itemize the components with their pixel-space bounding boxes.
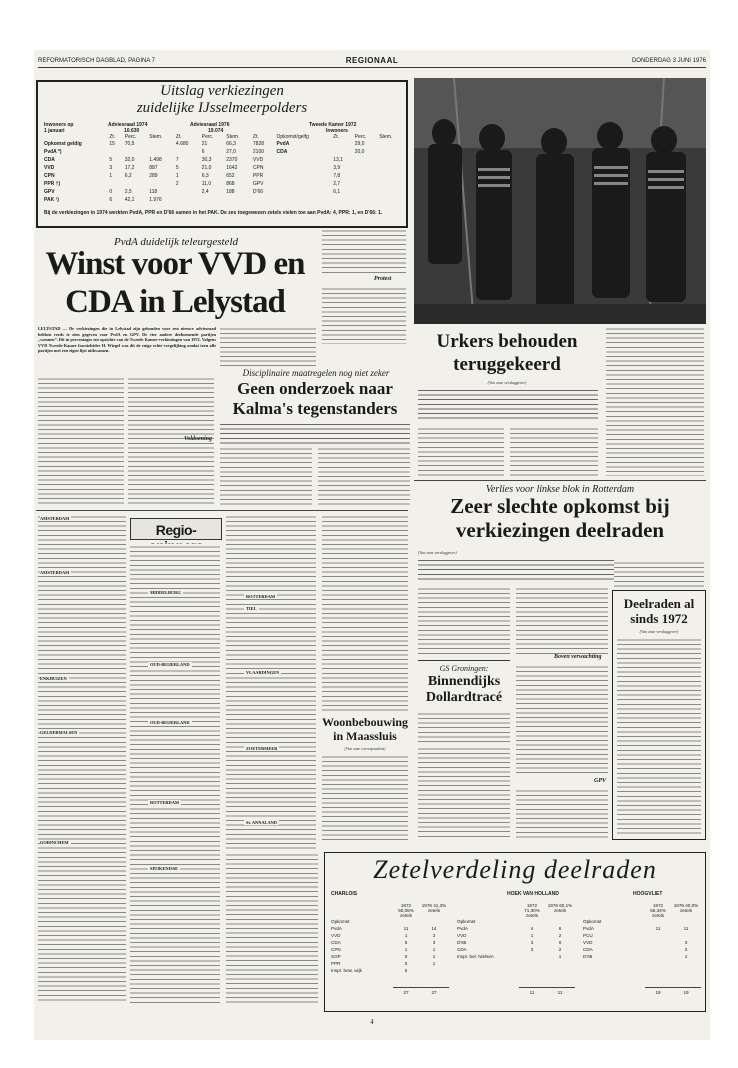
results-cell: 2,4 <box>201 189 209 195</box>
groningen-headline-1: Binnendijks <box>427 674 501 689</box>
results-cell <box>353 196 378 204</box>
results-cell <box>275 164 332 172</box>
zetel-seats: 11 <box>403 926 409 931</box>
zetel-party: SGP <box>331 954 341 959</box>
kalma-headline-2: Kalma's tegenstanders <box>232 399 398 418</box>
results-cell: CDA <box>44 157 55 163</box>
results-cell: 30,3 <box>201 157 212 163</box>
results-cell <box>123 180 148 188</box>
zetel-party: D'66 <box>583 954 593 959</box>
results-cell <box>275 196 332 204</box>
col-label: Stem. <box>379 134 393 140</box>
results-cell: 70,5 <box>124 141 135 147</box>
rotterdam-headline-2: verkiezingen deelraden <box>455 518 665 542</box>
col-label: Zt. <box>252 134 259 140</box>
regio-title: Regio- <box>155 522 197 538</box>
col-label: Zt. <box>333 134 340 140</box>
newspaper-page <box>34 50 710 1040</box>
results-table <box>42 134 404 204</box>
results-cell <box>331 140 352 148</box>
results-cell <box>353 164 378 172</box>
zetel-seats: 1 <box>404 933 408 938</box>
results-title-1: Uitslag verkiezingen <box>160 83 284 99</box>
zetel-total: 27 <box>403 990 409 995</box>
rotterdam-top-rule <box>414 480 706 481</box>
zetel-total: 19 <box>655 990 661 995</box>
groningen-body <box>418 711 510 745</box>
lelystad-sub-voldoening: Voldoening <box>184 436 213 442</box>
masthead <box>38 56 706 68</box>
zetel-col-header: 1976 40,0% zetels <box>673 903 699 913</box>
results-cell <box>353 188 378 196</box>
col-label: Stem. <box>226 134 240 140</box>
results-cell: 2,7 <box>333 181 341 187</box>
zetel-party: CDA <box>457 947 467 952</box>
results-cell: CDA <box>276 149 288 155</box>
results-cell: 6 <box>201 149 205 155</box>
zetel-seats: 6 <box>558 926 562 931</box>
results-row <box>42 156 404 164</box>
zetel-party: D'66 <box>457 940 467 945</box>
zetel-group <box>457 891 577 1007</box>
col-label: Stem. <box>149 134 163 140</box>
results-cell: GPV <box>252 181 264 187</box>
zetel-col-header: 1972 50,05% zetels <box>398 903 414 918</box>
place-label: AMSTERDAM <box>40 516 70 521</box>
results-cell: CPN <box>252 165 264 171</box>
groningen-headline-2: Dollardtracé <box>425 690 503 705</box>
results-cell <box>251 196 275 204</box>
page-number: 4 <box>370 1018 374 1026</box>
snippers-place-label: TIEL <box>246 606 257 611</box>
results-cell: Opkomst geldig <box>44 141 82 147</box>
results-cell: 7,8 <box>333 173 341 179</box>
zetel-seats: 1 <box>684 954 688 959</box>
zetel-seats: 2 <box>558 933 562 938</box>
zetel-col-header: 1976 60,1% zetels <box>547 903 573 913</box>
masthead-section: REGIONAAL <box>345 56 399 65</box>
urk-body-col2 <box>510 426 598 476</box>
results-cell: 0 <box>109 189 113 195</box>
col-label: Perc. <box>124 134 137 140</box>
zetel-party: CDA <box>331 940 341 945</box>
place-label: GELDERMALSEN <box>40 730 78 735</box>
col-label: Perc. <box>354 134 367 140</box>
zetel-party: PvdA <box>457 926 468 931</box>
results-cell: PPR †) <box>44 181 61 187</box>
masthead-date: DONDERDAG 3 JUNI 1976 <box>631 58 706 64</box>
zetel-seats: 1 <box>558 954 562 959</box>
results-cell: VVD <box>44 165 55 171</box>
groningen-box <box>418 660 510 744</box>
zetel-seats: 5 <box>404 940 408 945</box>
results-cell: 887 <box>149 165 158 171</box>
zetel-party: Inspr. bew. wijk <box>331 968 362 973</box>
zetel-party: VVD <box>457 933 467 938</box>
lelystad-body-col1 <box>38 376 124 506</box>
deelraden-headline-2: sinds 1972 <box>630 611 688 626</box>
zetel-seats: 1 <box>432 961 436 966</box>
lelystad-body-col4 <box>322 228 406 274</box>
results-cell: D'66 <box>252 189 264 195</box>
urk-headline-1: Urkers behouden <box>436 331 578 352</box>
regio-title-box <box>130 518 222 540</box>
results-cell: 2,5 <box>124 189 132 195</box>
results-cell <box>147 140 174 148</box>
results-cell: 42,1 <box>124 197 135 203</box>
zetel-seats: 3 <box>684 940 688 945</box>
urk-photo-image <box>414 78 706 324</box>
results-cell: 1 <box>109 173 113 179</box>
zetel-seats: 3 <box>530 940 534 945</box>
results-cell: 27,0 <box>226 149 236 155</box>
header-1976: Adviesraad 1976 <box>190 122 230 128</box>
results-cell: 6,3 <box>201 173 209 179</box>
results-footnote: Bij de verkiezingen in 1974 werkten PvdA, PPR en D'66 samen in het PAK. De zes toegewezen zetels vielen toe aan PvdA: 4, PPR: 1, en D'66: 1. <box>44 210 383 216</box>
zetel-total: 11 <box>557 990 563 995</box>
zetel-party: PPR <box>331 961 341 966</box>
results-cell: 66,3 <box>226 141 236 147</box>
rotterdam-body-col1 <box>418 586 510 656</box>
kalma-body-col1 <box>220 446 312 506</box>
results-cell: 20,0 <box>354 149 365 155</box>
header-1972: Tweede Kamer 1972 <box>309 122 357 128</box>
lelystad-body-col5 <box>322 286 406 344</box>
results-cell: 4.680 <box>175 141 189 147</box>
urk-body-col1 <box>418 426 504 476</box>
lelystad-headline-2: CDA in Lelystad <box>65 284 285 320</box>
results-cell <box>123 148 148 156</box>
zetel-total-rule <box>645 987 701 988</box>
snippers-place-label: ROTTERDAM <box>150 800 180 805</box>
left-top-rule <box>36 510 408 511</box>
col-label: Opkomst/gelfg <box>276 134 309 140</box>
results-cell: 188 <box>226 189 235 195</box>
results-row <box>42 172 404 180</box>
rotterdam-body-col2 <box>516 586 608 654</box>
masthead-paper: REFORMATORISCH DAGBLAD, PAGINA 7 <box>38 58 156 64</box>
results-cell <box>275 172 332 180</box>
zetel-seats: 5 <box>404 968 408 973</box>
rotterdam-body-col3 <box>516 664 608 774</box>
deelraden-body <box>617 637 701 837</box>
zetel-seats: 1 <box>432 954 436 959</box>
snippers-place-label: ROTTERDAM <box>246 594 276 599</box>
deelraden-intro <box>614 560 704 588</box>
zetel-col-header: 1972 71,30% zetels <box>524 903 540 918</box>
results-row <box>42 148 404 156</box>
snippers-place-label: SPIJKENISSE <box>150 866 179 871</box>
zetel-party: PvdA <box>331 926 342 931</box>
results-cell: VVD <box>252 157 264 163</box>
results-cell: PAK ¹) <box>44 197 59 203</box>
results-cell: 1.498 <box>149 157 162 163</box>
urk-body-col3 <box>606 326 704 476</box>
results-cell <box>331 148 352 156</box>
results-cell <box>353 172 378 180</box>
kalma-headline-1: Geen onderzoek naar <box>237 379 393 398</box>
results-cell: 289 <box>149 173 158 179</box>
zetel-seats: 3 <box>432 933 436 938</box>
header-1974: Adviesraad 1974 <box>108 122 148 128</box>
results-cell: 11,0 <box>201 181 212 187</box>
zetel-group-name: CHARLOIS <box>331 891 358 897</box>
rotterdam-body-col4 <box>516 788 608 840</box>
zetel-col-header: 1972 56,34% zetels <box>650 903 666 918</box>
results-cell: 21 <box>201 141 208 147</box>
urk-headline-2: teruggekeerd <box>453 354 561 375</box>
col-label: Zt. <box>109 134 116 140</box>
results-cell <box>331 196 352 204</box>
results-cell: 17,2 <box>124 165 135 171</box>
zetel-party: Opkomst <box>331 919 350 924</box>
bottom-left-text <box>226 852 318 1004</box>
header-inwoners: Inwoners op <box>44 122 74 128</box>
results-cell <box>174 196 200 204</box>
rotterdam-sub-gpv: GPV <box>594 778 606 784</box>
results-cell: 6,2 <box>124 173 132 179</box>
snippers-col1 <box>130 544 220 1004</box>
zetel-total: 11 <box>529 990 535 995</box>
lelystad-headline-1: Winst voor VVD en <box>45 246 305 282</box>
zetel-seats: 3 <box>432 940 436 945</box>
results-row <box>42 140 404 148</box>
zetel-group <box>583 891 703 1007</box>
zetel-group-name: HOOGVLIET <box>633 891 663 897</box>
zetel-group-name: HOEK VAN HOLLAND <box>507 891 559 897</box>
results-row <box>42 180 404 188</box>
snippers-place-label: ZOETERMEER <box>246 746 278 751</box>
zetel-seats: 2 <box>558 947 562 952</box>
col-label: Zt. <box>175 134 182 140</box>
zetel-total: 19 <box>683 990 689 995</box>
sub-1972: Inwoners <box>326 128 348 134</box>
rotterdam-headline-1: Zeer slechte opkomst bij <box>450 494 670 518</box>
snippers-place-label: OUD-BEIJERLAND <box>150 662 190 667</box>
zetel-total-rule <box>393 987 449 988</box>
results-cell <box>147 180 174 188</box>
zetel-seats: 1 <box>432 947 436 952</box>
results-cell: 2370 <box>226 157 238 163</box>
place-label: GORINCHEM <box>40 840 69 845</box>
maassluis-headline-1: Woonbebouwing <box>321 715 409 729</box>
results-cell: CPN <box>44 173 55 179</box>
zetel-title: Zetelverdeling deelraden <box>373 855 657 884</box>
zetel-seats: 3 <box>684 947 688 952</box>
results-cell: 15 <box>109 141 115 147</box>
results-cell: 29,0 <box>354 141 365 147</box>
lelystad-lead: LELYSTAD — De verkiezingen die in Lelystad zijn gehouden voor een nieuwe adviesraad hebben reeds te zien gegeven voor PvdA en GPV. De vier andere deelnemende partijen „wonnen”. Dit in percentages ten opzichte van de Tweede Kamer-verkiezingen van 1972. Volgens VVD Tweede-Kamer fractieleider H. Wiegel was dit de enige echte vergelijking omdat toen alle partijen met een eigen lijst uitkwamen. <box>38 326 216 354</box>
rotterdam-kicker: Verlies voor linkse blok in Rotterdam <box>485 484 635 495</box>
zetel-party: PCU <box>583 933 593 938</box>
maassluis-byline: (Van onze correspondent) <box>344 746 386 751</box>
results-cell: 7 <box>175 157 179 163</box>
urk-byline: (Van onze verslaggever) <box>487 380 527 385</box>
zetel-seats: 14 <box>431 926 437 931</box>
results-row <box>42 196 404 204</box>
maassluis-headline-2: in Maassluis <box>333 729 397 743</box>
urk-lead <box>418 388 598 422</box>
results-cell: 32,0 <box>124 157 135 163</box>
results-cell <box>174 148 200 156</box>
snippers-place-label: VLAARDINGEN <box>246 670 280 675</box>
results-cell: 118 <box>149 189 158 195</box>
lelystad-kicker: PvdA duidelijk teleurgesteld <box>113 236 239 248</box>
results-row <box>42 188 404 196</box>
deelraden-box <box>612 590 706 840</box>
kalma-kicker: Disciplinaire maatregelen nog niet zeker <box>242 368 390 378</box>
zetel-total-rule <box>519 987 575 988</box>
zetel-party: PvdA <box>583 926 594 931</box>
results-cell <box>377 148 404 156</box>
zetel-seats: 1 <box>404 947 408 952</box>
groningen-kicker: GS Groningen: <box>439 664 489 673</box>
zetel-col-header: 1976 41,3% zetels <box>421 903 447 913</box>
results-cell <box>275 156 332 164</box>
results-cell <box>224 196 251 204</box>
results-cell: 13,1 <box>333 157 343 163</box>
results-cell: 6,1 <box>333 189 341 195</box>
results-cell: PPR <box>252 173 264 179</box>
zetel-party: CPN <box>331 947 341 952</box>
results-cell <box>275 180 332 188</box>
results-cell <box>174 188 200 196</box>
results-cell <box>200 196 225 204</box>
results-row <box>42 164 404 172</box>
results-cell <box>377 140 404 148</box>
pop-1976: 19.074 <box>208 128 224 134</box>
zetel-seats: 3 <box>530 947 534 952</box>
results-cell: 1.976 <box>149 197 162 203</box>
pop-1974: 10.630 <box>124 128 140 134</box>
results-cell: 5 <box>175 165 179 171</box>
zetel-seats: 0 <box>558 940 562 945</box>
zetel-party: CDA <box>583 947 593 952</box>
results-cell: 7828 <box>252 141 265 147</box>
results-cell: 2100 <box>252 149 265 155</box>
results-cell: 2 <box>175 181 179 187</box>
col-label: Perc. <box>201 134 214 140</box>
results-cell: PvdA *) <box>44 149 62 155</box>
results-cell <box>353 156 378 164</box>
zetel-group <box>331 891 451 1007</box>
results-cell <box>107 180 122 188</box>
deelraden-byline: (Van onze verslaggever) <box>639 629 679 634</box>
results-cell: 652 <box>226 173 235 179</box>
results-cell <box>147 148 174 156</box>
rotterdam-byline: (Van onze verslaggever) <box>418 550 457 555</box>
results-cell: 3,9 <box>333 165 341 171</box>
zetel-party: Opkomst <box>583 919 602 924</box>
lelystad-body-col3 <box>220 326 316 366</box>
results-cell <box>353 180 378 188</box>
results-cell: 868 <box>226 181 235 187</box>
results-cell: 5 <box>109 157 113 163</box>
place-label: ENKHUIZEN <box>40 676 67 681</box>
lelystad-sub-protest: Protest <box>374 276 392 282</box>
results-cell <box>275 188 332 196</box>
snippers-place-label: St. ANNALAND <box>246 820 277 825</box>
zetel-seats: 1 <box>530 933 534 938</box>
rotterdam-lead <box>418 558 614 582</box>
results-cell <box>107 148 122 156</box>
snippers-place-label: MIDDELBURG <box>150 590 181 595</box>
results-title-2: zuidelijke IJsselmeerpolders <box>136 100 308 116</box>
results-cell: 6 <box>109 197 113 203</box>
header-januari: 1 januari <box>44 128 65 134</box>
zetel-seats: 0 <box>404 961 408 966</box>
zetel-party: VVD <box>583 940 593 945</box>
zetel-box <box>324 852 706 1012</box>
deelraden-headline-1: Deelraden al <box>623 596 695 611</box>
maassluis-top-text <box>322 514 408 712</box>
left-column-text <box>38 514 126 1004</box>
zetel-seats: 4 <box>530 926 534 931</box>
zetel-party: VVD <box>331 933 341 938</box>
zetel-seats: 11 <box>655 926 661 931</box>
groningen-body-2 <box>418 746 510 840</box>
zetel-party: Inspr. bel. Nielsen <box>457 954 494 959</box>
place-label: AMSTERDAM <box>40 570 70 575</box>
results-box <box>36 80 408 228</box>
results-cell: GPV <box>44 189 55 195</box>
maassluis-body <box>322 754 408 844</box>
kalma-lead <box>220 422 410 444</box>
results-cell: 3 <box>109 165 113 171</box>
results-cell: 21,0 <box>201 165 212 171</box>
zetel-seats: 11 <box>683 926 689 931</box>
urk-photo <box>414 78 706 324</box>
results-cell: 1 <box>175 173 179 179</box>
results-cell: 1642 <box>226 165 238 171</box>
zetel-total: 27 <box>431 990 437 995</box>
results-cell: PvdA <box>276 141 290 147</box>
zetel-seats: 0 <box>404 954 408 959</box>
snippers-place-label: OUD-BEIJERLAND <box>150 720 190 725</box>
zetel-party: Opkomst <box>457 919 476 924</box>
kalma-body-col2 <box>318 446 410 506</box>
rotterdam-sub-boven: Boven verwachting <box>554 654 602 660</box>
